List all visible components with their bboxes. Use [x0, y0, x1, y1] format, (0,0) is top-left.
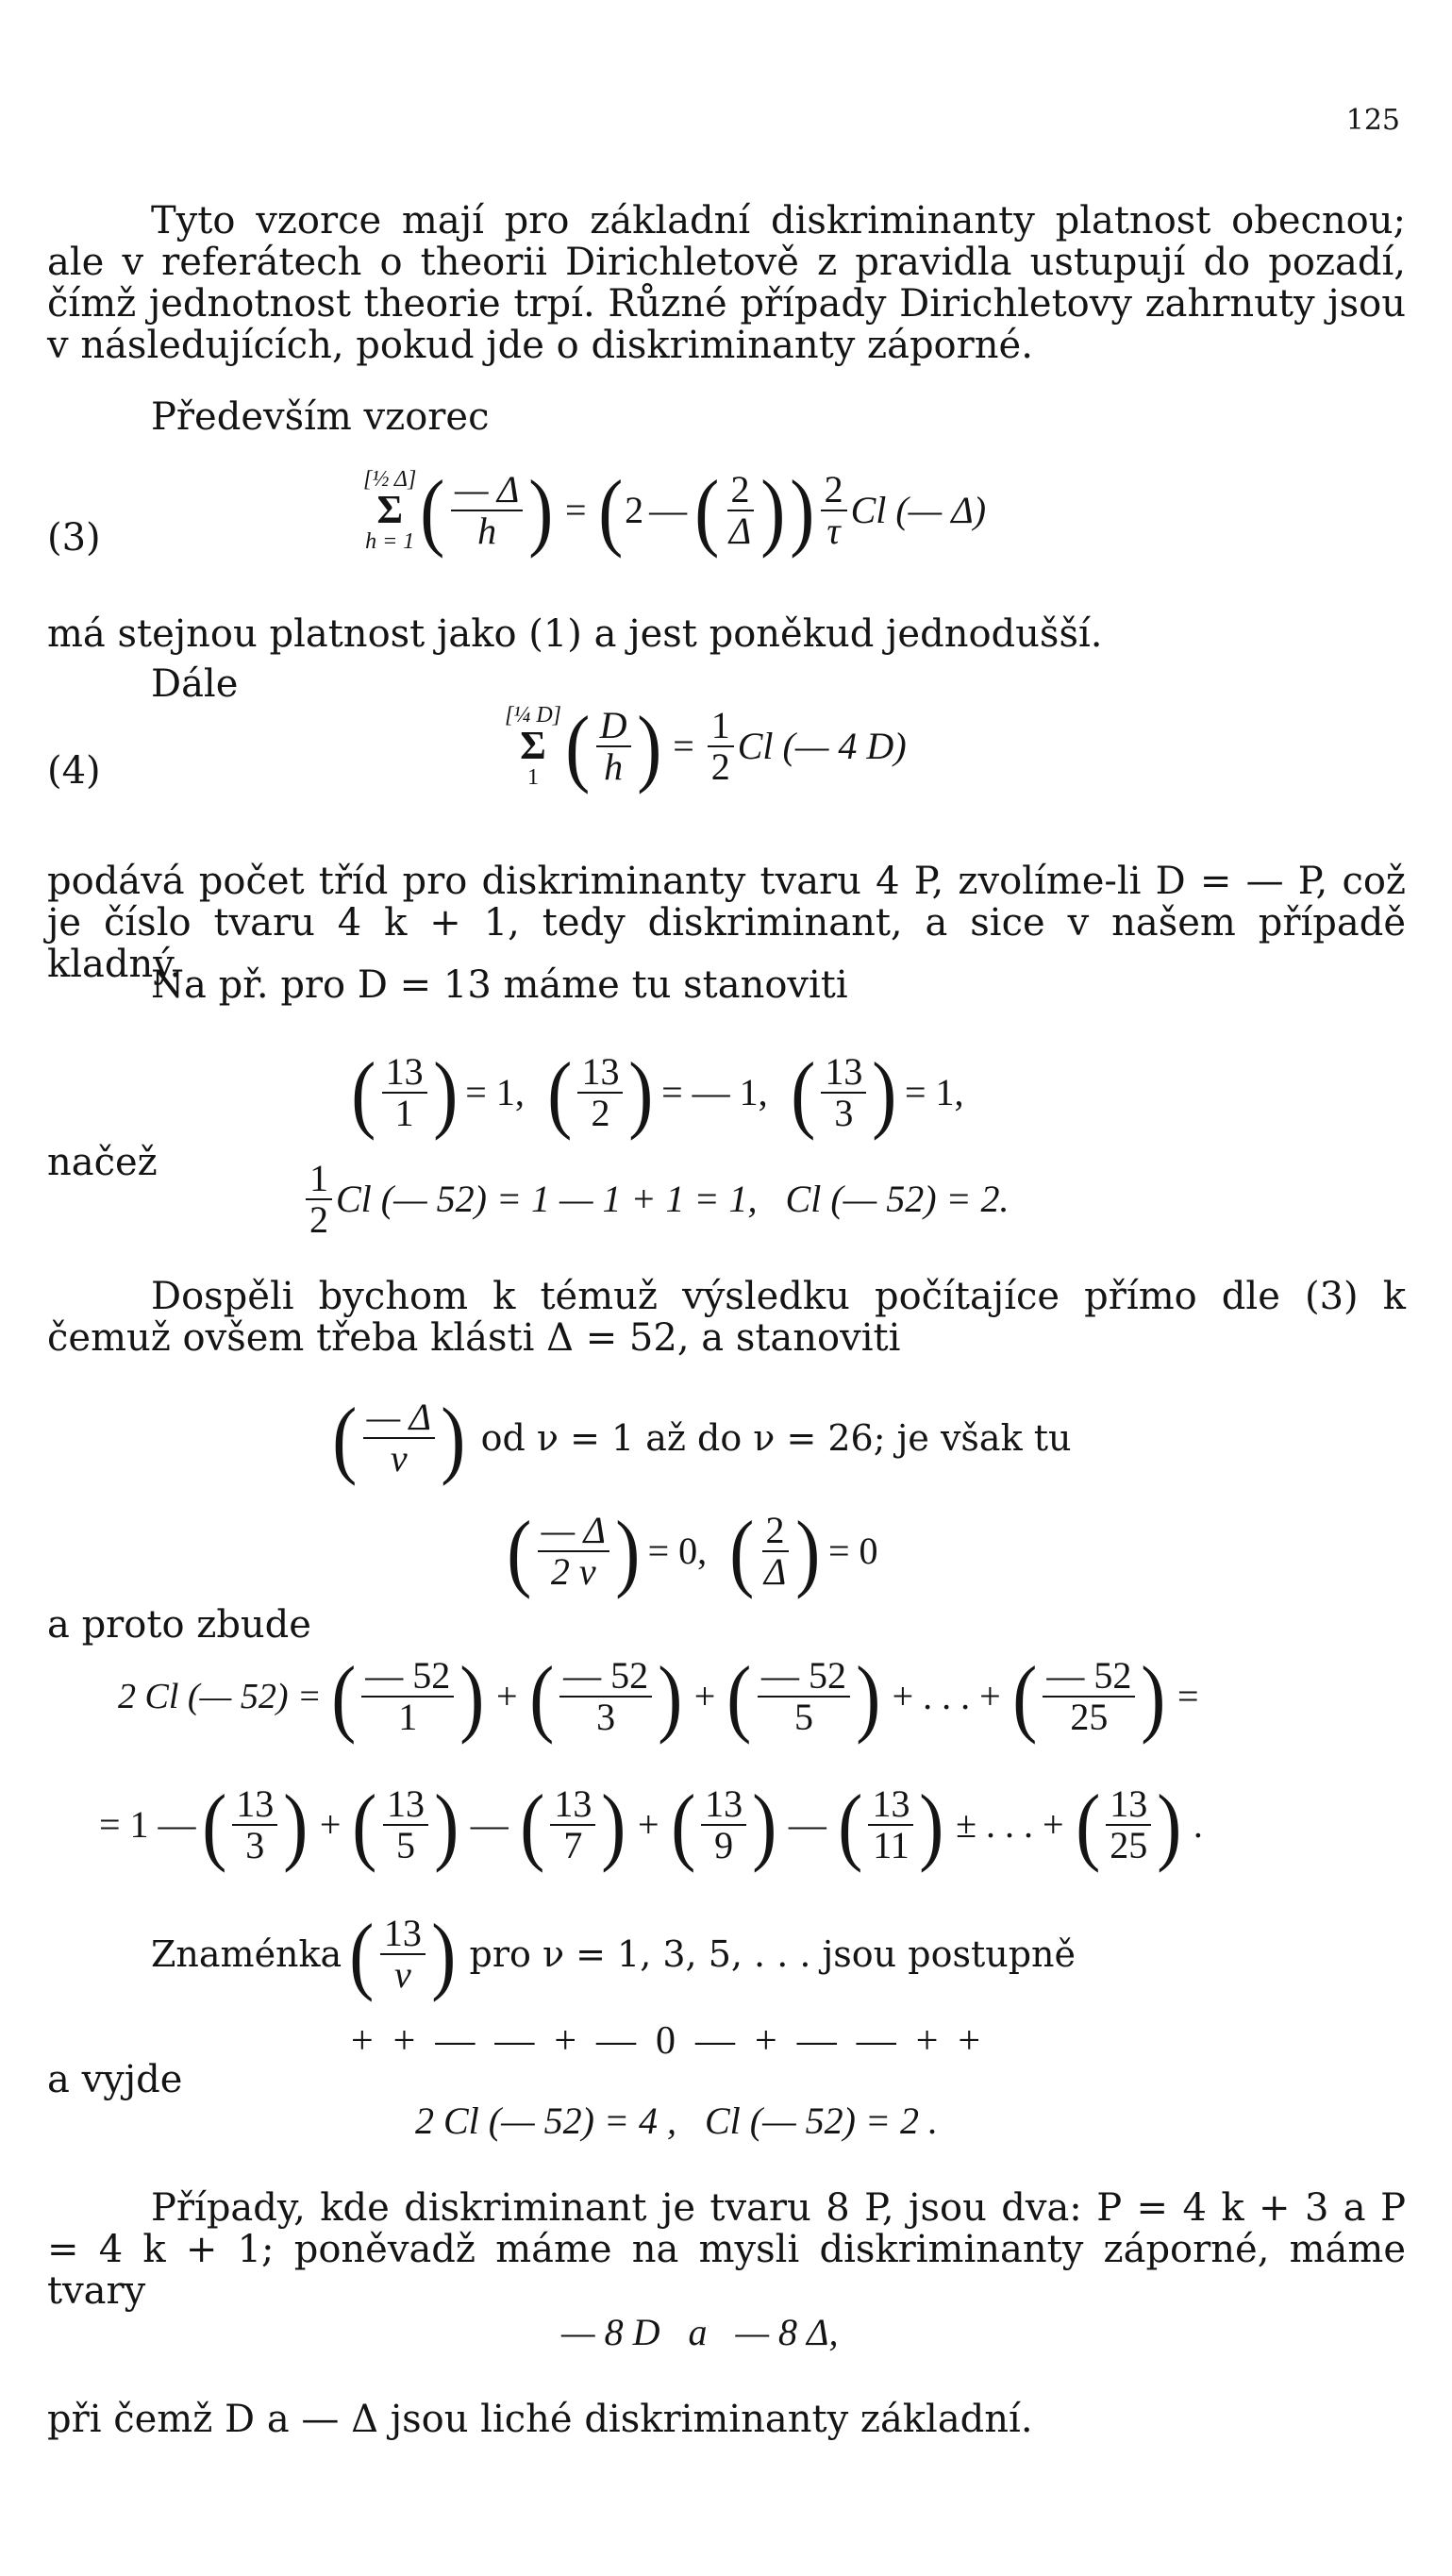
frac-num: ( — 52 [559, 1656, 652, 1698]
frac-den: 7 [563, 1824, 583, 1866]
paragraph-pripady [47, 2187, 1406, 2312]
expanded-term [836, 1781, 946, 1868]
legendre-delta-2nu [505, 1508, 643, 1595]
znamenka-label: Znaménka [151, 1933, 342, 1975]
sign-sequence: + + — — + — 0 — + — — + + [351, 2019, 981, 2063]
fraction [559, 1656, 652, 1737]
frac-den: 3 [245, 1824, 265, 1866]
expanded-term [1074, 1781, 1184, 1868]
legendre-2-delta [727, 1508, 823, 1595]
frac-num: ( — 52 [758, 1656, 850, 1698]
frac-num: ( — 52 [1043, 1656, 1135, 1698]
equation-3-sum [363, 467, 416, 554]
sum-term [329, 1653, 487, 1740]
fraction [550, 1784, 595, 1865]
frac-num: ( 13 [868, 1784, 913, 1826]
equation-3-num: ( — Δ [451, 470, 523, 511]
frac-num: 1 [306, 1159, 332, 1200]
frac-num: ( 13 [821, 1052, 866, 1094]
sigma-symbol: Σ [376, 489, 403, 532]
legendre-13-1 [349, 1049, 459, 1136]
frac-num: ( — Δ [538, 1511, 609, 1552]
sum-term [527, 1653, 685, 1740]
equation-4-half-num: 1 [708, 706, 734, 747]
frac-num: ( 2 [762, 1511, 789, 1552]
operator: — [470, 1803, 509, 1846]
paragraph-pripady-text: Případy, kde diskriminant je tvaru 8 P, jsou dva: P = 4 k + 3 a P = 4 k + 1; poněvadž máme na mysli diskriminanty záporné, máme tvary [47, 2186, 1406, 2313]
result-class-number: 2 Cl (— 52) = 4 , Cl (— 52) = 2 . [415, 2099, 938, 2142]
equation-3-legendre [418, 467, 556, 554]
equation-3-minus: — [649, 489, 688, 531]
equation-4 [505, 703, 907, 790]
equation-3-sum-upper: [½ Δ] [363, 467, 417, 492]
paragraph-stejna-platnost: má stejnou platnost jako (1) a jest poněkud jednodušší. [47, 612, 1103, 656]
frac-num: ( — 52 [361, 1656, 454, 1698]
znamenka-text: pro ν = 1, 3, 5, . . . jsou postupně [469, 1933, 1076, 1975]
operator: + [693, 1675, 716, 1717]
frac-den: Δ [763, 1550, 787, 1593]
equation-4-half [708, 706, 734, 787]
frac-den: ν [393, 1953, 411, 1996]
legendre-13-nu [347, 1911, 458, 1998]
fraction [758, 1656, 850, 1737]
paragraph-predevsim: Především vzorec [151, 395, 490, 439]
operator: ± . . . + [956, 1803, 1064, 1846]
value-3: = 1, [904, 1071, 964, 1113]
equation-3-frac3-den: τ [826, 510, 841, 552]
equals-sign: = [673, 725, 694, 767]
equation-4-legendre [563, 703, 663, 790]
equation-4-num: ( D [596, 706, 631, 747]
paragraph-podava-text: podává počet tříd pro diskriminanty tvaru 4 P, zvolíme-li D = — P, což je číslo tvaru 4 k + 1, tedy diskriminant, a sice v našem případě kladný. [47, 860, 1406, 986]
frac-den: 5 [396, 1824, 416, 1866]
legendre-delta-nu [330, 1395, 468, 1481]
text-a-proto-zbude: a proto zbude [47, 1603, 311, 1647]
operator: + [637, 1803, 659, 1846]
text-a-vyjde: a vyjde [47, 2058, 183, 2101]
expanded-term [669, 1781, 779, 1868]
fraction [383, 1784, 428, 1865]
equation-sum-row [118, 1653, 1209, 1740]
value-1: = 1, [465, 1071, 525, 1113]
frac-den: 11 [873, 1824, 910, 1866]
equation-4-label: (4) [47, 749, 101, 793]
value-2: = — 1, [661, 1071, 768, 1113]
expanded-term [350, 1781, 460, 1868]
frac-num: ( 13 [380, 1914, 426, 1955]
text-nacez: načež [47, 1141, 158, 1184]
frac-den: 1 [394, 1092, 414, 1134]
equation-4-class-number: Cl (— 4 D) [737, 725, 907, 767]
expanded-term [200, 1781, 310, 1868]
frac-num: ( 13 [383, 1784, 428, 1826]
frac-den: 2 [591, 1092, 610, 1134]
equation-3-frac3 [821, 470, 847, 551]
equation-expanded-row [99, 1781, 1212, 1868]
equation-3-frac2-num: ( 2 [727, 470, 754, 511]
equation-3-frac3-num: 2 [821, 470, 847, 511]
fraction [361, 1656, 454, 1737]
frac-den: 25 [1070, 1696, 1109, 1738]
equation-3-factor [596, 467, 817, 554]
frac-num: ( 13 [1106, 1784, 1151, 1826]
example-class-number [302, 1159, 1010, 1240]
expanded-lhs: = 1 — [99, 1803, 196, 1846]
paragraph-intro-text: Tyto vzorce mají pro základní diskriminanty platnost obecnou; ale v referátech o theorii Dirichletově z pravidla ustupují do pozadí, čímž jednotnost theorie trpí. Různé případy Dirichletovy zahrnuty jsou v následujících, pokud jde o diskriminanty záporné. [47, 199, 1406, 367]
fraction [1106, 1784, 1151, 1865]
sum-term [725, 1653, 882, 1740]
sum-lhs: 2 Cl (— 52) = [118, 1677, 322, 1716]
equation-3-frac2-den: Δ [728, 510, 752, 552]
operator: + . . . + [892, 1675, 1001, 1717]
zero-value-1: = 0, [647, 1530, 708, 1572]
legendre-13-2 [545, 1049, 656, 1136]
fraction [1043, 1656, 1135, 1737]
page-number: 125 [1345, 104, 1400, 137]
frac-den: ν [390, 1437, 408, 1480]
class-number-result: Cl (— 52) = 1 — 1 + 1 = 1, Cl (— 52) = 2. [336, 1178, 1010, 1220]
equation-3-two: ( 2 [625, 489, 644, 531]
equation-3-class-number: Cl (— Δ) [850, 489, 987, 531]
legendre-13-3 [789, 1049, 899, 1136]
paragraph-na-pr: Na př. pro D = 13 máme tu stanoviti [151, 963, 848, 1007]
frac-num: ( 13 [232, 1784, 277, 1826]
frac-num: ( 13 [550, 1784, 595, 1826]
frac-den: 2 ν [550, 1550, 596, 1593]
paragraph-intro [47, 200, 1406, 366]
sigma-symbol: Σ [520, 725, 546, 768]
operator: + [495, 1675, 518, 1717]
equation-3-label: (3) [47, 516, 101, 560]
frac-den: 1 [398, 1696, 418, 1738]
equation-3-inner-symbol [693, 467, 788, 554]
zero-value-2: = 0 [827, 1530, 878, 1572]
frac-num: ( — Δ [363, 1397, 435, 1439]
frac-den: 25 [1110, 1824, 1148, 1866]
sum-term [1010, 1653, 1168, 1740]
frac-num: ( 13 [577, 1052, 623, 1094]
fraction [701, 1784, 746, 1865]
example-legendre-values [349, 1049, 964, 1136]
operator: . [1193, 1803, 1203, 1846]
frac-num: ( 13 [701, 1784, 746, 1826]
equation-4-half-den: 2 [710, 745, 730, 788]
example-zero-values [505, 1508, 878, 1595]
operator: — [788, 1803, 826, 1846]
frac-den: 3 [834, 1092, 854, 1134]
equation-4-sum [505, 703, 561, 790]
paragraph-dospeli-text: Dospěli bychom k témuž výsledku počítajíce přímo dle (3) k čemuž ovšem třeba klásti Δ = 52, a stanoviti [47, 1275, 1406, 1360]
fraction [232, 1784, 277, 1865]
frac-den: 9 [714, 1824, 734, 1866]
equation-3-sum-lower: h = 1 [365, 529, 415, 554]
frac-den: 3 [596, 1696, 616, 1738]
half-fraction [306, 1159, 332, 1240]
operator: + [319, 1803, 342, 1846]
expanded-term [518, 1781, 628, 1868]
frac-den: 2 [309, 1198, 328, 1241]
equation-4-sum-upper: [¼ D] [505, 703, 562, 728]
equation-4-sum-lower: 1 [527, 765, 539, 790]
znamenka-row [151, 1911, 1076, 1998]
fraction [868, 1784, 913, 1865]
equation-3 [363, 467, 986, 554]
frac-num: ( 13 [382, 1052, 427, 1094]
paragraph-dale: Dále [151, 662, 239, 706]
equals-sign: = [564, 489, 587, 531]
paragraph-pri-cemz: při čemž D a — Δ jsou liché diskriminanty základní. [47, 2398, 1033, 2441]
example-range [330, 1395, 1071, 1481]
operator: = [1177, 1675, 1199, 1717]
equation-3-den: h [477, 510, 497, 552]
forms-expression: — 8 D a — 8 Δ, [561, 2311, 839, 2353]
frac-den: 5 [793, 1696, 813, 1738]
paragraph-dospeli [47, 1276, 1406, 1359]
range-text: od ν = 1 až do ν = 26; je však tu [480, 1417, 1072, 1459]
equation-4-den: h [604, 745, 624, 788]
